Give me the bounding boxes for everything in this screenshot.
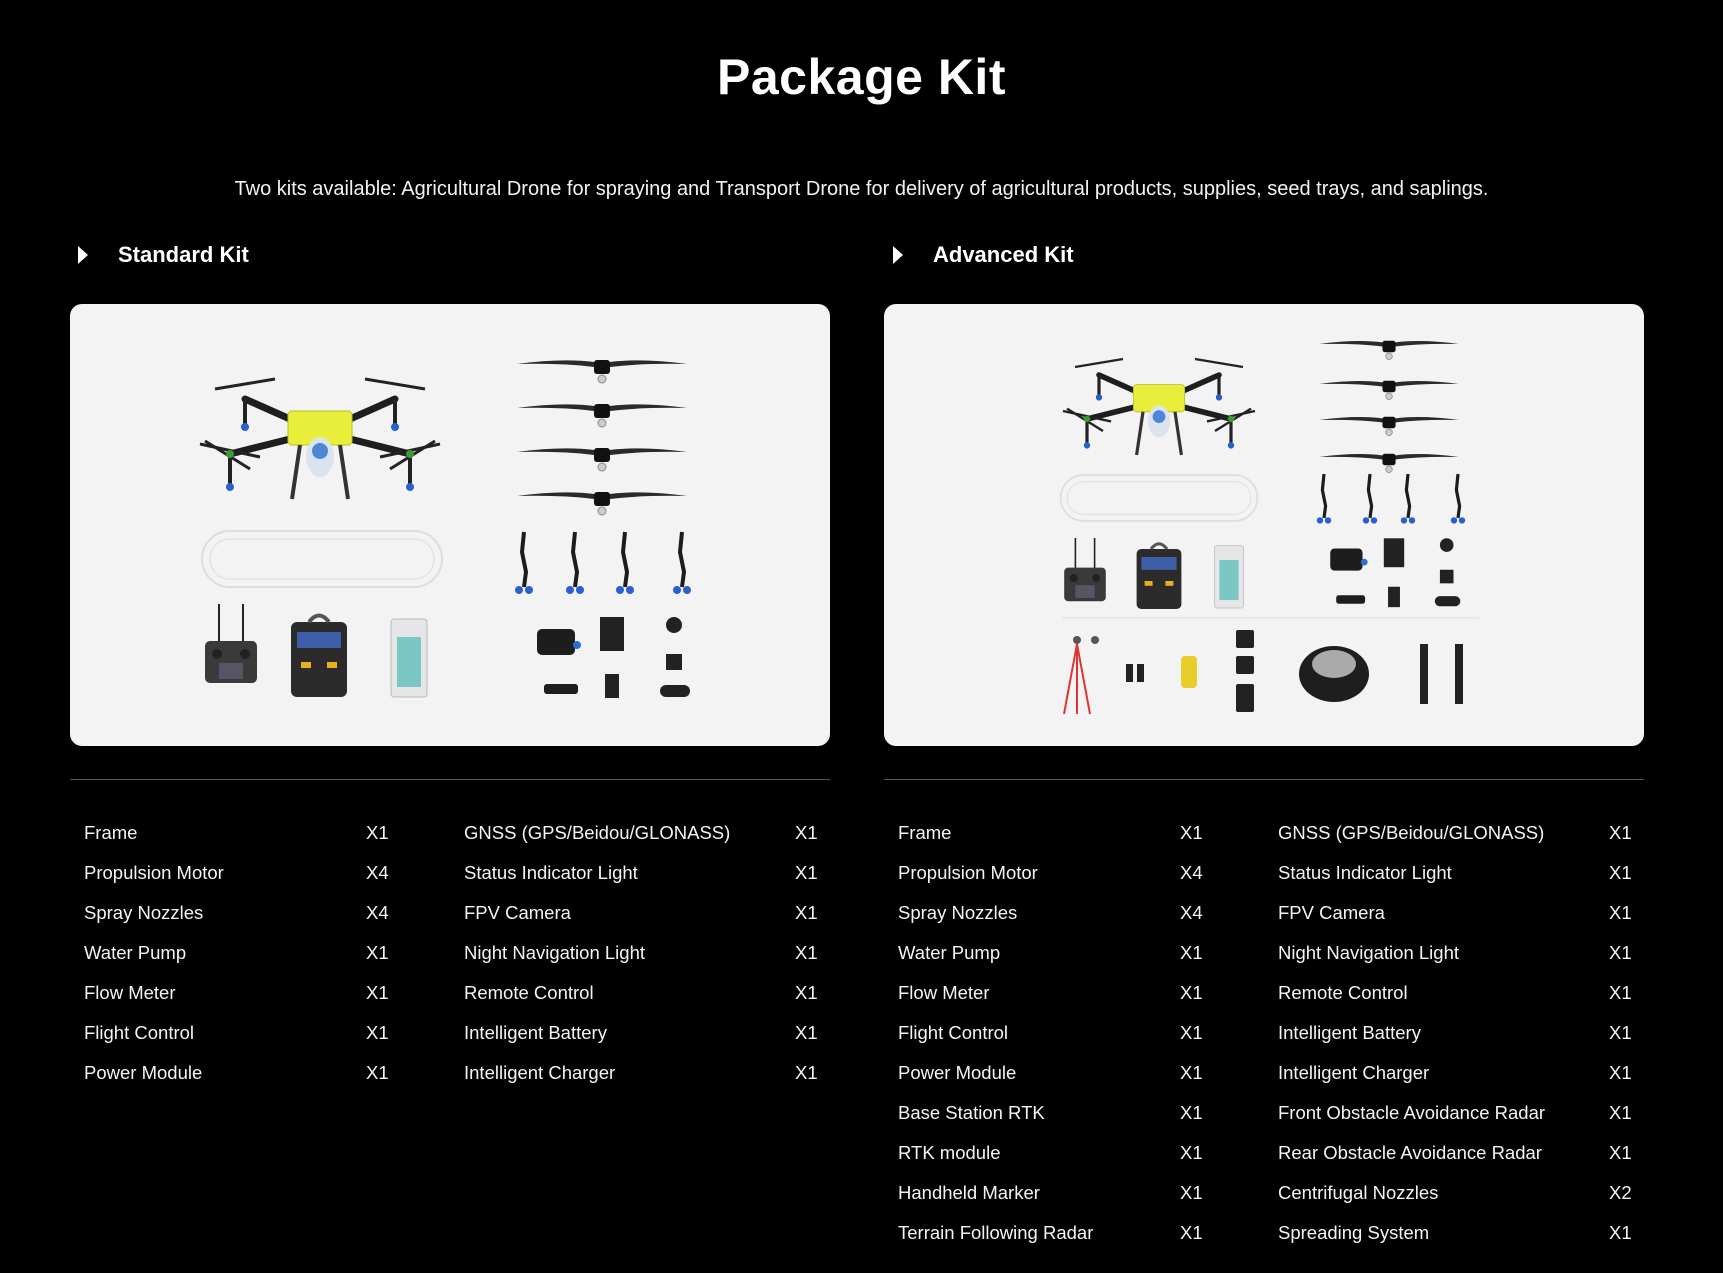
- propeller-image: [517, 448, 687, 471]
- kit-item-quantity: X4: [1180, 902, 1203, 923]
- kit-item-name: Water Pump: [898, 942, 1001, 963]
- kit-item-quantity: X1: [1609, 942, 1632, 963]
- kit-item-quantity: X1: [795, 862, 818, 883]
- kit-item-quantity: X1: [795, 982, 818, 1003]
- kit-item-quantity: X4: [366, 862, 389, 883]
- kit-item-quantity: X1: [795, 822, 818, 843]
- kit-item-quantity: X1: [795, 1062, 818, 1083]
- standard-kit-divider: [70, 779, 830, 780]
- hose-image: [202, 531, 442, 587]
- drone-frame-image: [200, 379, 440, 499]
- kit-item-name: Power Module: [84, 1062, 203, 1083]
- kit-item-name: Handheld Marker: [898, 1182, 1040, 1203]
- caret-right-icon: [893, 246, 903, 264]
- kit-item-name: Frame: [898, 822, 952, 843]
- kit-item-quantity: X1: [1180, 1222, 1203, 1243]
- advanced-kit-illustration: [884, 304, 1644, 746]
- kit-item-name: Night Navigation Light: [1278, 942, 1459, 963]
- spray-nozzle-image: [515, 532, 533, 594]
- kit-item-name: Remote Control: [464, 982, 594, 1003]
- kit-item-name: Frame: [84, 822, 138, 843]
- spray-nozzle-image: [616, 532, 634, 594]
- drone-frame-image: [1063, 359, 1255, 455]
- spray-nozzle-image: [673, 532, 691, 594]
- caret-right-icon: [78, 246, 88, 264]
- kit-item-name: Intelligent Charger: [1278, 1062, 1430, 1083]
- propeller-image: [517, 492, 687, 515]
- kit-item-quantity: X1: [1609, 822, 1632, 843]
- remote-control-image: [205, 604, 257, 683]
- kit-item-quantity: X1: [1609, 862, 1632, 883]
- kit-item-name: Intelligent Charger: [464, 1062, 616, 1083]
- kit-item-quantity: X1: [366, 982, 389, 1003]
- kit-item-name: Water Pump: [84, 942, 187, 963]
- kit-item-name: Propulsion Motor: [84, 862, 224, 883]
- kit-item-quantity: X1: [795, 942, 818, 963]
- kit-item-quantity: X1: [1180, 1062, 1203, 1083]
- kit-item-name: Spray Nozzles: [898, 902, 1018, 923]
- kit-item-quantity: X1: [1180, 1142, 1203, 1163]
- kit-item-quantity: X1: [366, 942, 389, 963]
- kit-item-name: RTK module: [898, 1142, 1001, 1163]
- kit-item-quantity: X1: [1609, 1102, 1632, 1123]
- kit-item-name: Flight Control: [84, 1022, 195, 1043]
- kit-item-name: Rear Obstacle Avoidance Radar: [1278, 1142, 1542, 1163]
- kit-item-quantity: X1: [1180, 942, 1203, 963]
- kit-item-name: FPV Camera: [1278, 902, 1385, 923]
- kit-item-name: Status Indicator Light: [464, 862, 638, 883]
- charger-image: [291, 616, 347, 698]
- advanced-kit-heading[interactable]: [893, 242, 1074, 268]
- modules-image: [537, 617, 690, 698]
- kit-item-quantity: X1: [1609, 1222, 1632, 1243]
- kit-item-name: Spray Nozzles: [84, 902, 204, 923]
- standard-kit-illustration: [70, 304, 830, 746]
- kit-item-name: Intelligent Battery: [1278, 1022, 1421, 1043]
- kit-item-name: GNSS (GPS/Beidou/GLONASS): [464, 822, 731, 843]
- propeller-image: [517, 360, 687, 383]
- kit-item-quantity: X1: [1609, 902, 1632, 923]
- kit-item-name: Flow Meter: [898, 982, 990, 1003]
- kit-item-name: Front Obstacle Avoidance Radar: [1278, 1102, 1546, 1123]
- kit-item-quantity: X1: [1180, 822, 1203, 843]
- standard-kit-heading[interactable]: [78, 242, 249, 268]
- kit-item-name: FPV Camera: [464, 902, 571, 923]
- kit-item-name: GNSS (GPS/Beidou/GLONASS): [1278, 822, 1545, 843]
- standard-kit-title: Standard Kit: [118, 242, 249, 267]
- kit-item-quantity: X1: [1609, 1022, 1632, 1043]
- battery-image: [391, 619, 427, 697]
- kit-item-quantity: X1: [1180, 1182, 1203, 1203]
- propeller-image: [517, 404, 687, 427]
- kit-item-quantity: X1: [366, 822, 389, 843]
- kit-item-name: Intelligent Battery: [464, 1022, 607, 1043]
- advanced-kit-image: [884, 304, 1644, 746]
- hose-image: [1061, 475, 1258, 521]
- kit-item-quantity: X1: [1609, 1142, 1632, 1163]
- page-title: Package Kit: [717, 49, 1006, 105]
- kit-item-name: Propulsion Motor: [898, 862, 1038, 883]
- kit-item-quantity: X2: [1609, 1182, 1632, 1203]
- kit-item-name: Base Station RTK: [898, 1102, 1045, 1123]
- advanced-kit-divider: [884, 779, 1644, 780]
- standard-kit-image: [70, 304, 830, 746]
- kit-item-quantity: X1: [1180, 982, 1203, 1003]
- kit-item-quantity: X1: [366, 1062, 389, 1083]
- kit-item-quantity: X1: [795, 902, 818, 923]
- kit-item-quantity: X1: [1180, 1102, 1203, 1123]
- spray-nozzle-image: [566, 532, 584, 594]
- kit-item-quantity: X1: [1609, 1062, 1632, 1083]
- kit-item-name: Terrain Following Radar: [898, 1222, 1094, 1243]
- kit-item-name: Night Navigation Light: [464, 942, 645, 963]
- kit-item-name: Remote Control: [1278, 982, 1408, 1003]
- kit-item-name: Flight Control: [898, 1022, 1009, 1043]
- kit-item-name: Flow Meter: [84, 982, 176, 1003]
- kit-item-quantity: X1: [366, 1022, 389, 1043]
- kit-item-quantity: X4: [1180, 862, 1203, 883]
- kit-item-quantity: X1: [1180, 1022, 1203, 1043]
- kit-item-name: Spreading System: [1278, 1222, 1430, 1243]
- page-subtitle: Two kits available: Agricultural Drone for spraying and Transport Drone for delivery of agricultural products, supplies, seed trays, and saplings.: [234, 178, 1489, 200]
- kit-item-quantity: X1: [795, 1022, 818, 1043]
- kit-item-quantity: X4: [366, 902, 389, 923]
- kit-item-name: Centrifugal Nozzles: [1278, 1182, 1439, 1203]
- centrifugal-nozzle-image: [1424, 644, 1459, 704]
- rtk-tripod-image: [1064, 636, 1099, 714]
- kit-item-quantity: X1: [1609, 982, 1632, 1003]
- kit-item-name: Power Module: [898, 1062, 1017, 1083]
- kit-item-name: Status Indicator Light: [1278, 862, 1452, 883]
- rtk-module-image: [1126, 664, 1133, 682]
- radar-image: [1236, 630, 1254, 648]
- handheld-marker-image: [1181, 656, 1197, 688]
- advanced-kit-title: Advanced Kit: [933, 242, 1074, 267]
